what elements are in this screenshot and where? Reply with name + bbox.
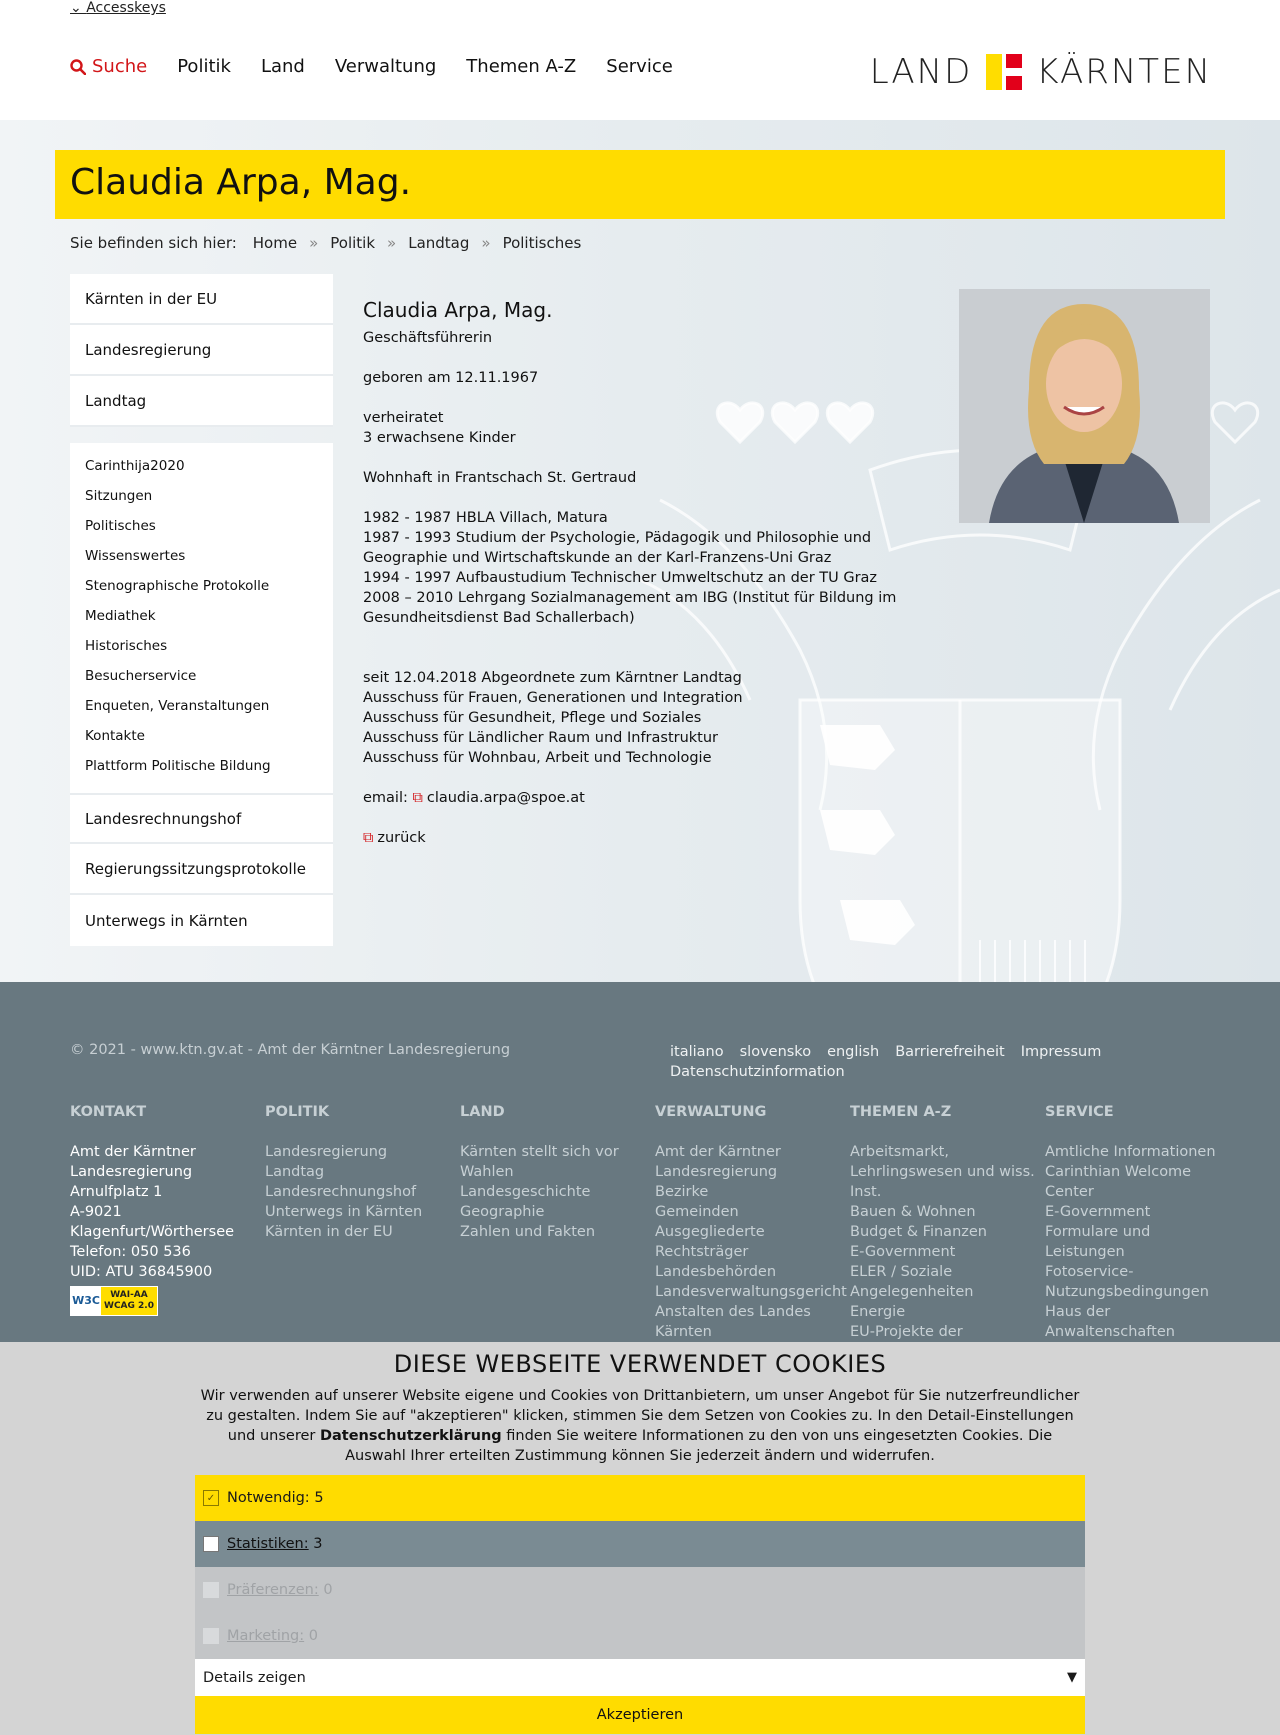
footer-col-link[interactable]: Bauen & Wohnen xyxy=(850,1204,976,1220)
breadcrumb-home[interactable]: Home xyxy=(252,234,298,252)
cookie-option-count: 0 xyxy=(323,1582,333,1598)
footer-col-link[interactable]: Carinthian Welcome Center xyxy=(1045,1164,1192,1200)
footer-col-link[interactable]: Ausgegliederte Rechtsträger xyxy=(655,1224,765,1260)
breadcrumb-politik[interactable]: Politik xyxy=(330,234,376,252)
footer-col-title: LAND xyxy=(460,1104,505,1120)
footer-col-link[interactable]: Landesbehörden xyxy=(655,1264,777,1280)
education-item: 1987 - 1993 Studium der Psychologie, Pädagogik und Philosophie und Geographie und Wirtschaftskunde an der Karl-Franzens-Uni Graz xyxy=(363,530,872,566)
footer-col-link[interactable]: Kärnten in der EU xyxy=(265,1224,393,1240)
breadcrumb xyxy=(70,234,581,252)
back-link[interactable]: zurück xyxy=(377,830,426,846)
privacy-policy-link[interactable]: Datenschutzerklärung xyxy=(319,1428,502,1444)
cookie-options xyxy=(195,1475,1085,1734)
back-link-row xyxy=(363,828,948,848)
checkbox-checked-icon: ✓ xyxy=(203,1490,219,1506)
footer xyxy=(0,982,1280,1342)
footer-col-verwaltung xyxy=(655,1102,845,1342)
footer-col-link[interactable]: Gemeinden xyxy=(655,1204,739,1220)
cookie-option-count: 3 xyxy=(313,1536,323,1552)
footer-col-item: Amt der Kärntner Landesregierung xyxy=(70,1144,196,1180)
profile-email xyxy=(363,788,948,808)
wcag-line2: WCAG 2.0 xyxy=(104,1301,154,1311)
footer-col-title: POLITIK xyxy=(265,1104,330,1120)
footer-col-service xyxy=(1045,1102,1225,1342)
email-label: email: xyxy=(363,790,408,806)
cookie-option-label[interactable]: Marketing: xyxy=(227,1628,305,1644)
checkbox-icon[interactable] xyxy=(203,1628,219,1644)
breadcrumb-prefix: Sie befinden sich hier: xyxy=(70,234,237,252)
sidebar-item-unterwegs[interactable]: Unterwegs in Kärnten xyxy=(70,895,333,946)
site-logo[interactable] xyxy=(870,52,1212,92)
nav-themen[interactable]: Themen A-Z xyxy=(466,56,577,77)
sidebar-sub-item[interactable]: Stenographische Protokolle xyxy=(85,578,270,594)
footer-col-link[interactable]: Geographie xyxy=(460,1204,545,1220)
footer-col-link[interactable]: Formulare und Leistungen xyxy=(1045,1224,1151,1260)
nav-service[interactable]: Service xyxy=(606,56,673,77)
footer-col-link[interactable]: E-Government xyxy=(850,1244,956,1260)
sidebar xyxy=(70,274,333,946)
cookie-text xyxy=(200,1386,1080,1466)
cookie-option-label[interactable]: Statistiken: xyxy=(227,1536,309,1552)
wcag-label xyxy=(101,1287,157,1315)
footer-col-link[interactable]: ELER / Soziale Angelegenheiten xyxy=(850,1264,974,1300)
cookie-title: DIESE WEBSEITE VERWENDET COOKIES xyxy=(393,1350,887,1378)
breadcrumb-separator-icon: » xyxy=(387,234,397,252)
breadcrumb-separator-icon: » xyxy=(481,234,491,252)
footer-col-link[interactable]: Energie xyxy=(850,1304,906,1320)
profile-positions xyxy=(363,668,948,768)
family-status: verheiratet xyxy=(363,410,444,426)
footer-col-link[interactable]: Landesgeschichte xyxy=(460,1184,591,1200)
sidebar-sub-item[interactable]: Besucherservice xyxy=(85,668,197,684)
profile-photo xyxy=(959,289,1210,523)
sidebar-sub-item[interactable]: Historisches xyxy=(85,638,168,654)
footer-col-politik xyxy=(265,1102,450,1242)
caret-down-icon: ▼ xyxy=(1067,1670,1077,1685)
breadcrumb-separator-icon: » xyxy=(309,234,319,252)
sidebar-item-regierungssitzungsprotokolle[interactable]: Regierungssitzungsprotokolle xyxy=(70,844,333,895)
footer-col-themen xyxy=(850,1102,1035,1342)
footer-col-link[interactable]: Amtliche Informationen xyxy=(1045,1144,1216,1160)
sidebar-sub-item[interactable]: Politisches xyxy=(85,518,156,534)
footer-link[interactable]: Impressum xyxy=(1020,1044,1102,1060)
w3c-logo: W3C xyxy=(71,1287,101,1315)
footer-col-link[interactable]: Landesregierung xyxy=(265,1144,388,1160)
footer-col-link[interactable]: Anstalten des Landes Kärnten xyxy=(655,1304,811,1340)
nav-search-label: Suche xyxy=(92,56,148,77)
footer-col-title: KONTAKT xyxy=(70,1104,147,1120)
sidebar-sub-item[interactable]: Sitzungen xyxy=(85,488,153,504)
profile-residence: Wohnhaft in Frantschach St. Gertraud xyxy=(363,470,637,486)
nav-verwaltung[interactable]: Verwaltung xyxy=(334,56,437,77)
cookie-option-label: Notwendig: xyxy=(227,1490,310,1506)
profile-name: Claudia Arpa, Mag. xyxy=(363,298,553,322)
cookie-option-praeferenzen[interactable] xyxy=(195,1567,1085,1613)
footer-col-link[interactable]: Landtag xyxy=(265,1164,325,1180)
wcag-badge[interactable] xyxy=(70,1286,158,1316)
footer-col-link[interactable]: Haus der Anwaltenschaften xyxy=(1045,1304,1175,1340)
footer-col-link[interactable]: E-Government xyxy=(1045,1204,1151,1220)
footer-col-link[interactable]: Bezirke xyxy=(655,1184,709,1200)
sidebar-sub-item[interactable]: Kontakte xyxy=(85,728,145,744)
footer-link[interactable]: english xyxy=(827,1044,880,1060)
sidebar-sub-item[interactable]: Carinthija2020 xyxy=(85,458,185,474)
cookie-option-marketing[interactable] xyxy=(195,1613,1085,1659)
nav-search[interactable] xyxy=(70,56,147,77)
sidebar-sub-item[interactable]: Enqueten, Veranstaltungen xyxy=(85,698,270,714)
footer-col-title: THEMEN A-Z xyxy=(850,1104,952,1120)
cookie-text-part: finden Sie weitere Informationen zu den von uns eingesetzten Cookies. Die Auswahl Ihrer erteilten Zustimmung können Sie jederzeit ändern und widerrufen. xyxy=(345,1428,1053,1464)
footer-col-link[interactable]: Fotoservice-Nutzungsbedingungen xyxy=(1045,1264,1209,1300)
cookie-option-notwendig xyxy=(195,1475,1085,1521)
accesskeys-link[interactable]: ⌄ Accesskeys xyxy=(70,0,166,16)
sidebar-sub-item[interactable]: Mediathek xyxy=(85,608,156,624)
cookie-option-count: 0 xyxy=(308,1628,318,1644)
breadcrumb-landtag[interactable]: Landtag xyxy=(408,234,470,252)
search-icon xyxy=(70,59,86,75)
cookie-option-count: 5 xyxy=(314,1490,324,1506)
nav-land[interactable]: Land xyxy=(260,56,305,77)
family-children: 3 erwachsene Kinder xyxy=(363,430,516,446)
footer-col-title: VERWALTUNG xyxy=(655,1104,767,1120)
portrait-image xyxy=(959,289,1210,523)
cookie-details-label: Details zeigen xyxy=(203,1669,306,1686)
position-item: Ausschuss für Gesundheit, Pflege und Soziales xyxy=(363,710,702,726)
email-link[interactable]: claudia.arpa@spoe.at xyxy=(426,790,585,806)
breadcrumb-politisches[interactable]: Politisches xyxy=(502,234,582,252)
profile-content xyxy=(363,300,948,868)
footer-col-link[interactable]: Landesverwaltungsgericht xyxy=(655,1284,847,1300)
footer-link[interactable]: Datenschutzinformation xyxy=(670,1064,845,1080)
footer-col-link[interactable]: Kärnten stellt sich vor xyxy=(460,1144,619,1160)
footer-links xyxy=(670,1042,1110,1082)
sidebar-item-eu[interactable]: Kärnten in der EU xyxy=(70,274,333,325)
position-item: Ausschuss für Frauen, Generationen und Integration xyxy=(363,690,743,706)
checkbox-icon[interactable] xyxy=(203,1582,219,1598)
footer-link[interactable]: Barrierefreiheit xyxy=(895,1044,1005,1060)
nav-politik[interactable]: Politik xyxy=(177,56,231,77)
position-item: Ausschuss für Ländlicher Raum und Infrastruktur xyxy=(363,730,719,746)
external-link-icon: ⧉ xyxy=(412,790,423,806)
sidebar-item-landesrechnungshof[interactable]: Landesrechnungshof xyxy=(70,793,333,844)
checkbox-icon[interactable] xyxy=(203,1536,219,1552)
footer-col-title: SERVICE xyxy=(1045,1104,1114,1120)
footer-link[interactable]: slovensko xyxy=(739,1044,812,1060)
footer-col-link[interactable]: Amt der Kärntner Landesregierung xyxy=(655,1144,781,1180)
cookie-details-toggle[interactable] xyxy=(195,1659,1085,1696)
education-item: 1982 - 1987 HBLA Villach, Matura xyxy=(363,510,608,526)
education-item: 2008 – 2010 Lehrgang Sozialmanagement am IBG (Institut für Bildung im Gesundheitsdienst Bad Schallerbach) xyxy=(363,590,897,626)
profile-education xyxy=(363,508,948,628)
wcag-line1: WAI-AA xyxy=(110,1290,148,1300)
footer-col-link[interactable]: Arbeitsmarkt, Lehrlingswesen und wiss. Inst. xyxy=(850,1144,1035,1200)
logo-mark-icon xyxy=(986,54,1022,90)
footer-col-item: Telefon: 050 536 xyxy=(70,1244,191,1260)
page-title-bar xyxy=(55,150,1225,219)
footer-col-link[interactable]: Wahlen xyxy=(460,1164,514,1180)
profile-role: Geschäftsführerin xyxy=(363,330,493,346)
footer-col-link[interactable]: Landesrechnungshof xyxy=(265,1184,417,1200)
footer-col-item: Arnulfplatz 1 xyxy=(70,1184,163,1200)
footer-col-item: UID: ATU 36845900 xyxy=(70,1264,213,1280)
footer-col-link[interactable]: EU-Projekte der xyxy=(850,1324,963,1340)
footer-col-item: A-9021 Klagenfurt/Wörthersee xyxy=(70,1204,235,1240)
footer-col-land xyxy=(460,1102,645,1242)
footer-col-link[interactable]: Zahlen und Fakten xyxy=(460,1224,596,1240)
footer-link[interactable]: italiano xyxy=(670,1044,724,1060)
profile-born: geboren am 12.11.1967 xyxy=(363,370,539,386)
footer-col-link[interactable]: Unterwegs in Kärnten xyxy=(265,1204,423,1220)
footer-col-kontakt xyxy=(70,1102,255,1316)
sidebar-sub-item[interactable]: Wissenswertes xyxy=(85,548,186,564)
logo-text-right: KÄRNTEN xyxy=(1036,52,1212,92)
logo-text-left: LAND xyxy=(869,52,973,92)
sidebar-item-landesregierung[interactable]: Landesregierung xyxy=(70,325,333,376)
cookie-banner xyxy=(0,1342,1280,1735)
sidebar-item-landtag[interactable]: Landtag xyxy=(70,376,333,427)
sidebar-sub-item[interactable]: Plattform Politische Bildung xyxy=(85,758,271,774)
position-item: Ausschuss für Wohnbau, Arbeit und Technologie xyxy=(363,750,712,766)
cookie-text-part: Wir verwenden auf unserer Website eigene und Cookies von Drittanbietern, um unser Angebot für Sie nutzerfreundlicher zu gestalten. Indem Sie auf "akzeptieren" klicken, stimmen Sie dem Setzen von Cookies zu. In den Detail-Einstellungen und unserer xyxy=(200,1388,1080,1444)
accesskeys-label: Accesskeys xyxy=(86,0,166,16)
page-title: Claudia Arpa, Mag. xyxy=(70,162,412,203)
cookie-option-label[interactable]: Präferenzen: xyxy=(227,1582,319,1598)
cookie-accept-button[interactable]: Akzeptieren xyxy=(195,1696,1085,1734)
education-item: 1994 - 1997 Aufbaustudium Technischer Umweltschutz an der TU Graz xyxy=(363,570,878,586)
external-link-icon: ⧉ xyxy=(363,830,374,846)
position-item: seit 12.04.2018 Abgeordnete zum Kärntner Landtag xyxy=(363,670,742,686)
cookie-option-statistiken[interactable] xyxy=(195,1521,1085,1567)
main-nav xyxy=(70,56,703,77)
profile-family xyxy=(363,408,948,448)
sidebar-submenu xyxy=(70,443,333,793)
footer-copyright: © 2021 - www.ktn.gv.at - Amt der Kärntner Landesregierung xyxy=(70,1042,511,1058)
footer-col-link[interactable]: Budget & Finanzen xyxy=(850,1224,987,1240)
